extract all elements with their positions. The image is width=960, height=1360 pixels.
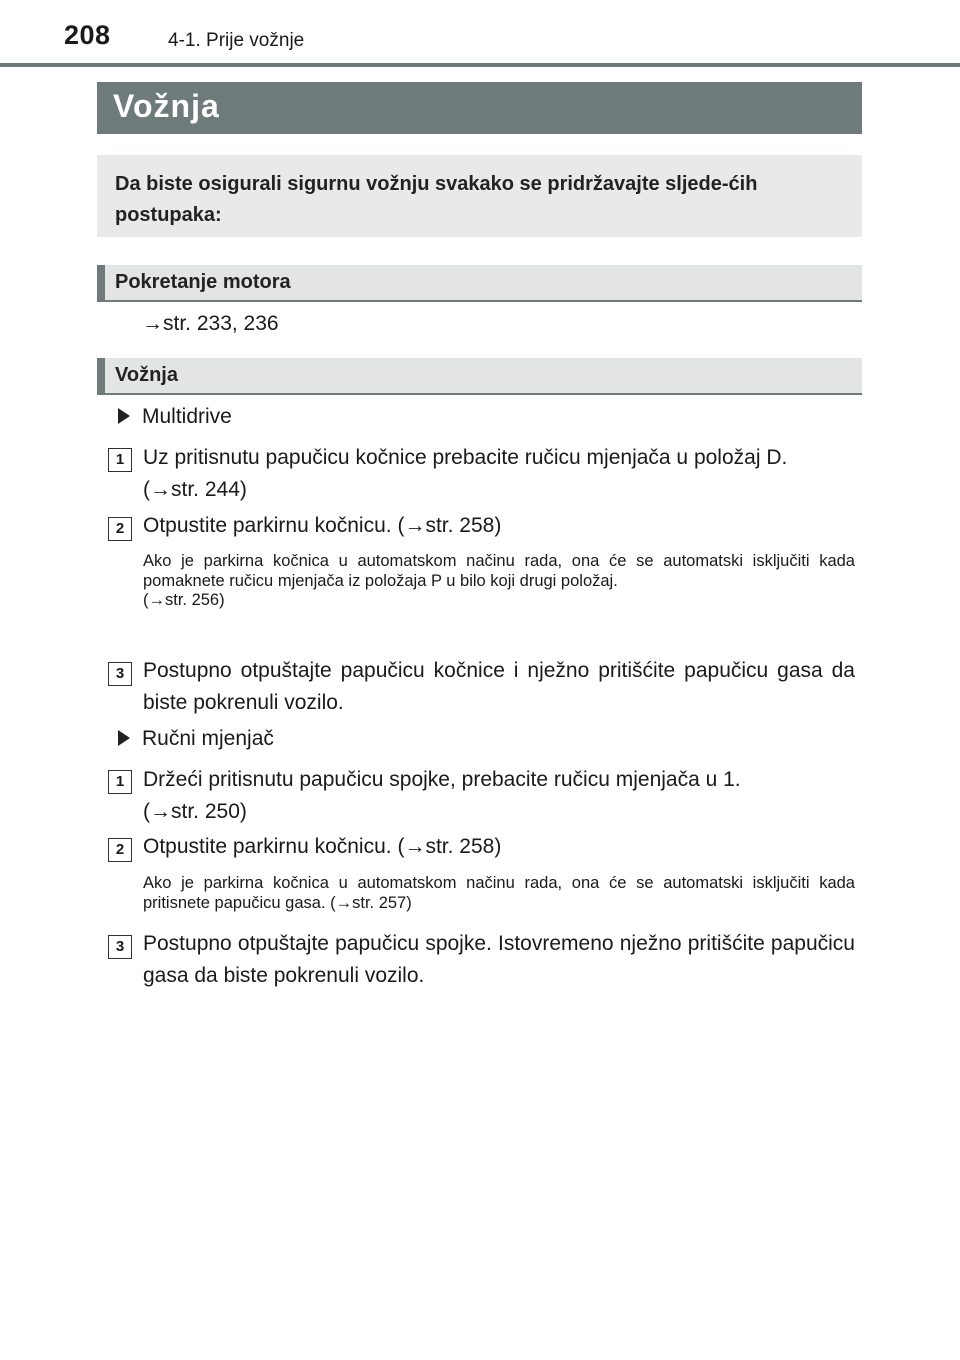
step-text <box>143 764 855 828</box>
chapter-title: 4-1. Prije vožnje <box>168 30 305 51</box>
subsection-driving <box>97 358 862 395</box>
step-text: Otpustite parkirnu kočnicu. (→str. 258) <box>143 835 502 858</box>
step-note: Ako je parkirna kočnica u automatskom načinu rada, ona će se automatski isključiti kada pritisnete papučicu gasa. (→str. 257) <box>143 874 855 912</box>
triangle-bullet-icon <box>118 730 130 746</box>
step-text-line: Uz pritisnutu papučicu kočnice prebacite ručicu mjenjača u položaj D. <box>143 446 788 469</box>
subsection-accent <box>97 265 105 300</box>
manual-heading <box>118 727 274 751</box>
page-number: 208 <box>64 20 111 50</box>
triangle-bullet-icon <box>118 408 130 424</box>
page-reference: →str. 233, 236 <box>142 312 279 335</box>
step-text-line: Držeći pritisnutu papučicu spojke, prebacite ručicu mjenjača u 1. <box>143 768 741 791</box>
page-header <box>0 0 960 68</box>
intro-text: Da biste osigurali sigurnu vožnju svakako se pridržavajte sljede-ćih postupaka: <box>115 173 758 226</box>
step-number-badge: 3 <box>108 662 132 686</box>
subsection-accent <box>97 358 105 393</box>
step-number-badge: 3 <box>108 935 132 959</box>
multidrive-heading <box>118 405 232 429</box>
step-note-text: Ako je parkirna kočnica u automatskom načinu rada, ona će se automatski isključiti kada pomaknete ručicu mjenjača iz položaja P u bilo koji drugi položaj. <box>143 552 855 590</box>
step-note-reference: (→str. 256) <box>143 591 225 609</box>
header-divider <box>0 63 960 67</box>
step-text-reference: (→str. 250) <box>143 800 247 823</box>
step-text: Otpustite parkirnu kočnicu. (→str. 258) <box>143 514 502 537</box>
subsection-label: Vožnja <box>115 364 178 386</box>
step-text-reference: (→str. 244) <box>143 478 247 501</box>
step-text: Postupno otpuštajte papučicu kočnice i nježno pritišćite papučicu gasa da biste pokrenuli vozilo. <box>143 659 855 714</box>
manual-heading-label: Ručni mjenjač <box>142 727 274 750</box>
step-number-badge: 1 <box>108 770 132 794</box>
subsection-label: Pokretanje motora <box>115 271 291 293</box>
step-note <box>143 552 855 611</box>
subsection-start-engine <box>97 265 862 302</box>
step-number-badge: 1 <box>108 448 132 472</box>
step-text <box>143 442 855 506</box>
step-number-badge: 2 <box>108 517 132 541</box>
intro-box <box>97 155 862 237</box>
step-text: Postupno otpuštajte papučicu spojke. Istovremeno nježno pritišćite papučicu gasa da biste pokrenuli vozilo. <box>143 932 855 987</box>
section-title: Vožnja <box>113 88 220 124</box>
multidrive-heading-label: Multidrive <box>142 405 232 428</box>
step-number-badge: 2 <box>108 838 132 862</box>
section-title-bar <box>97 82 862 134</box>
